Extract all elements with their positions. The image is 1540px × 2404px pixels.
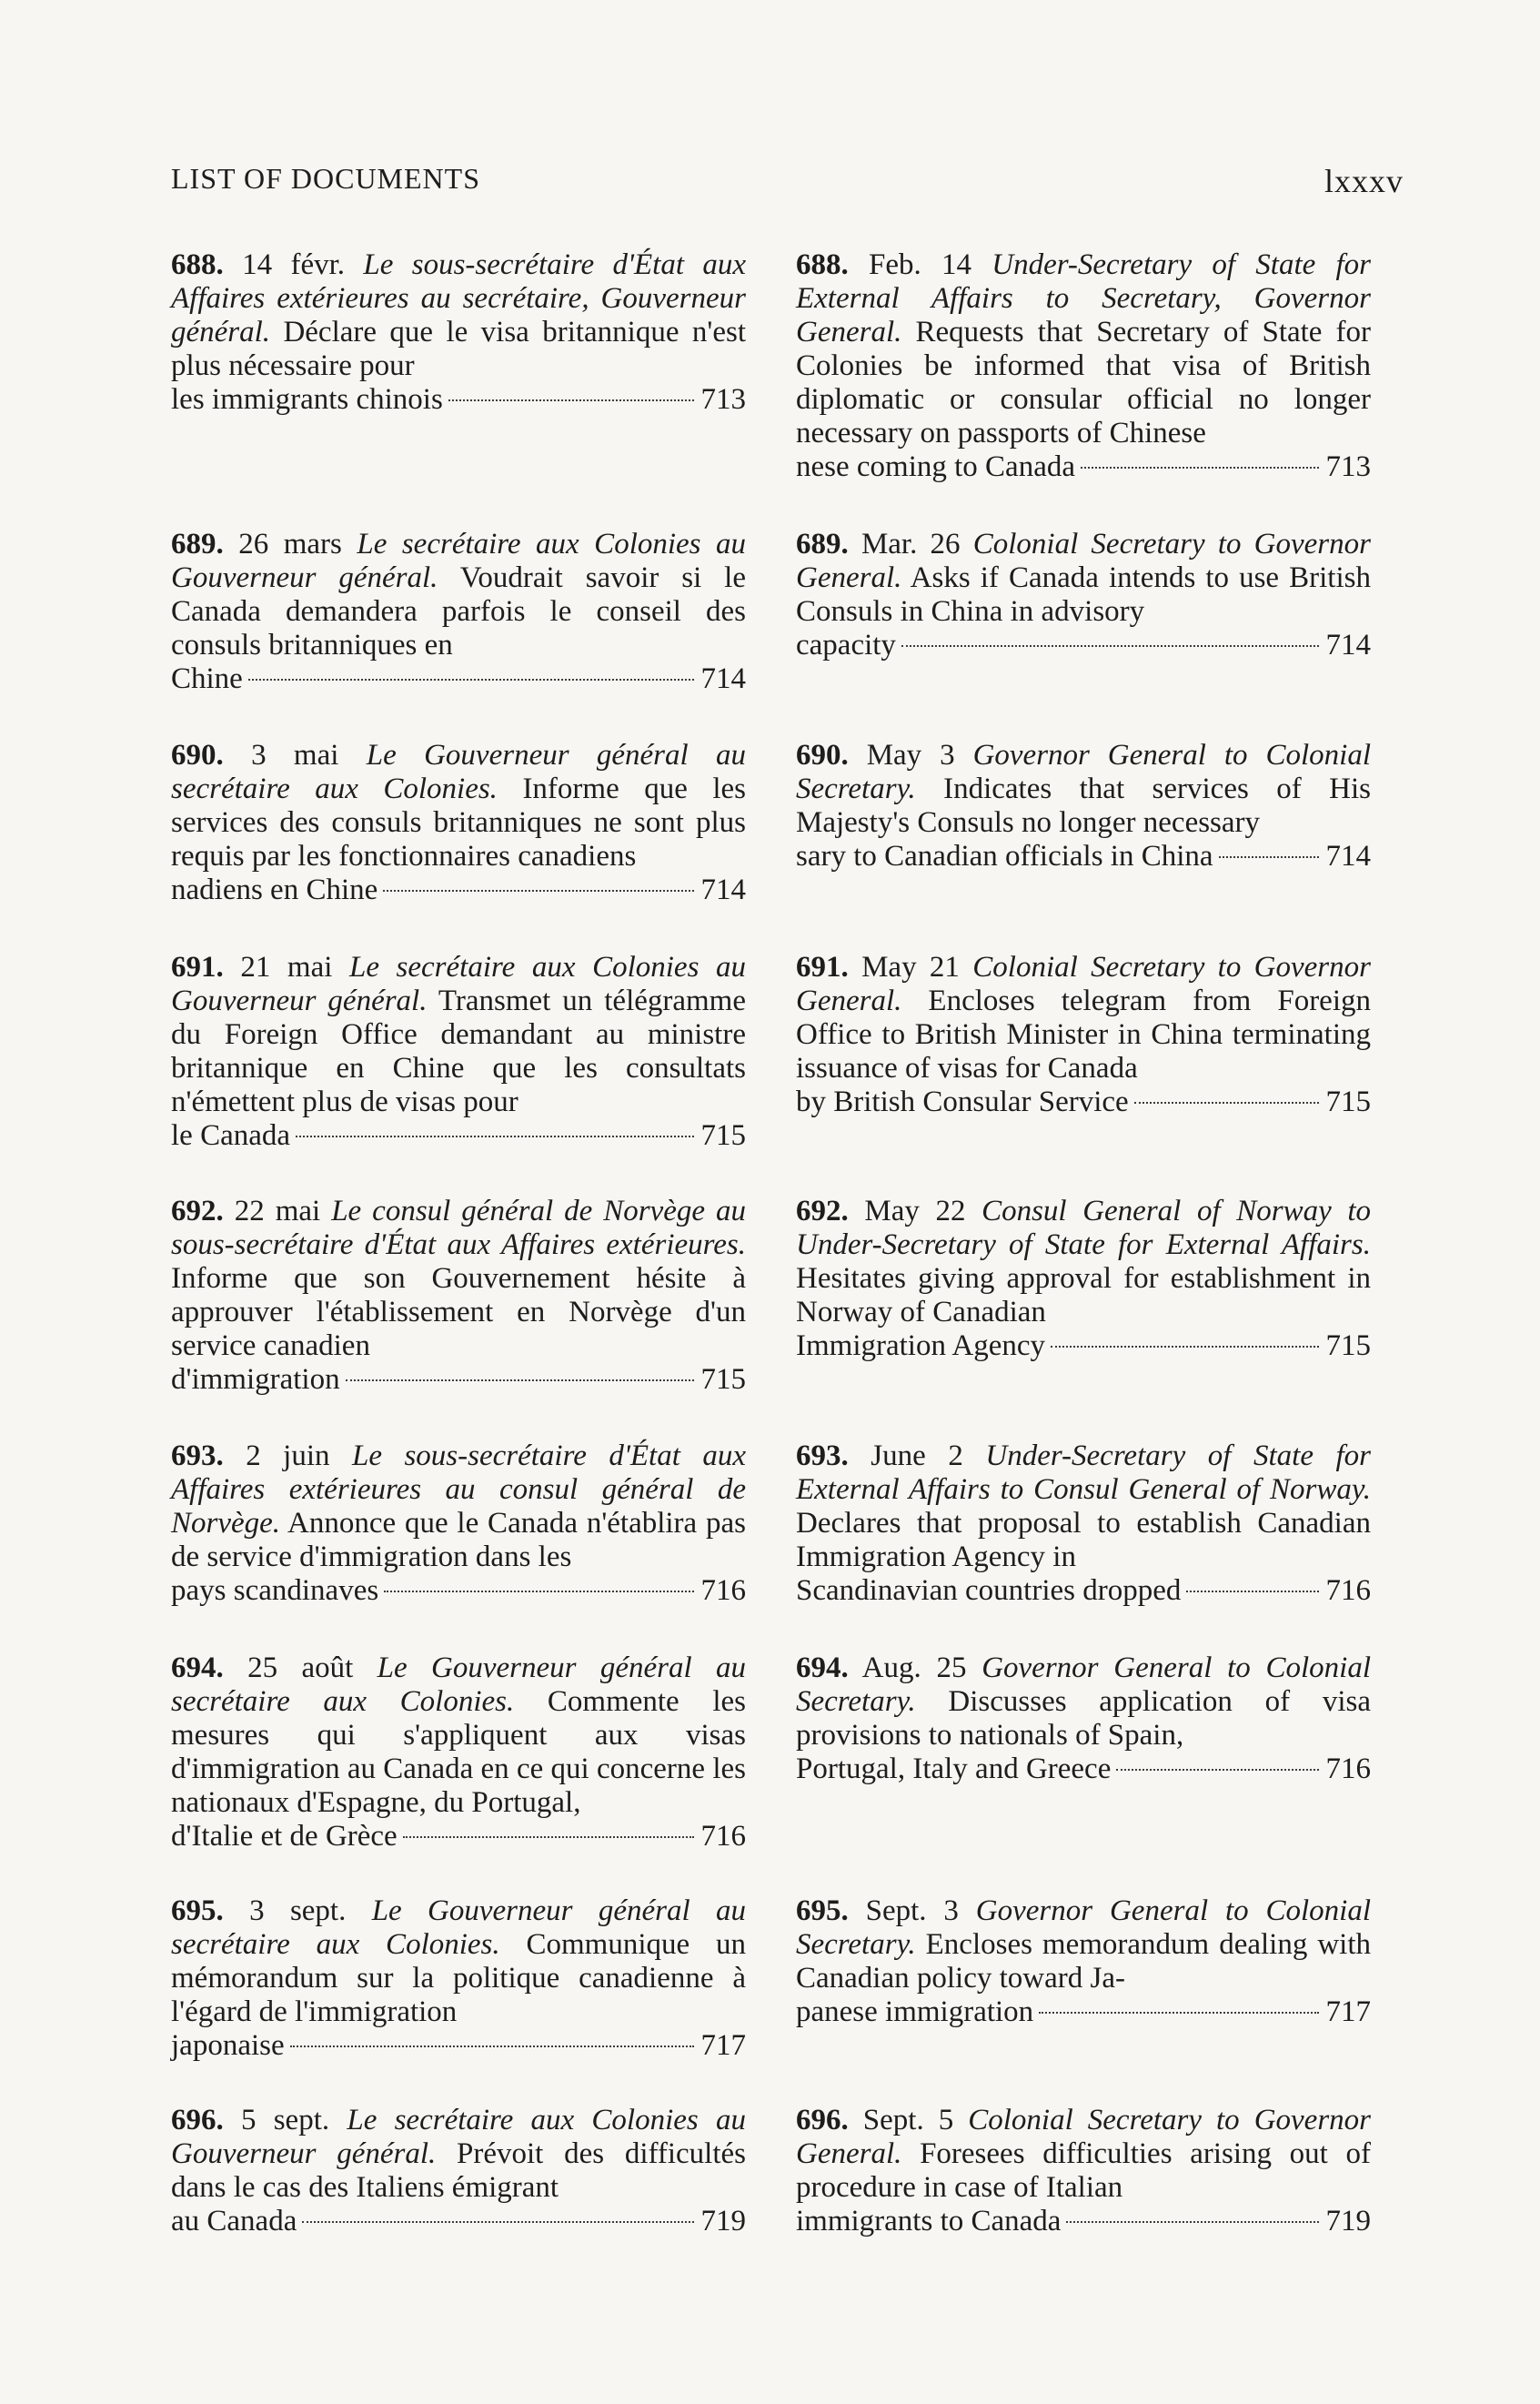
entry-page-ref: 716 — [700, 1820, 746, 1853]
dot-leader — [1186, 1591, 1318, 1592]
entry-number: 696. — [171, 2104, 224, 2136]
entry-correspondents: Under-Secretary of State for External Affairs to Secretary, Governor General. — [796, 248, 1372, 348]
entry-correspondents: Le secrétaire aux Colonies au Gouverneur général. — [171, 951, 746, 1017]
entry-page-ref: 715 — [1325, 1086, 1371, 1118]
entry-page-ref: 719 — [700, 2205, 746, 2237]
entry-summary: Discusses application of visa provisions to nationals of Spain, — [796, 1685, 1371, 1752]
entry-date: Sept. 5 — [862, 2104, 954, 2136]
entry-number: 691. — [796, 951, 849, 984]
entry-summary: Asks if Canada intends to use British Consuls in China in advisory — [796, 561, 1371, 628]
entry-summary: Foresees difficulties arising out of procedure in case of Italian — [796, 2137, 1372, 2204]
dot-leader — [901, 645, 1319, 647]
entry-summary: Hesitates giving approval for establishment in Norway of Canadian — [796, 1262, 1371, 1328]
entry-number: 688. — [171, 248, 224, 281]
entry-en-689 — [796, 528, 1371, 662]
entry-summary: Encloses memorandum dealing with Canadian policy toward Ja- — [796, 1928, 1371, 1995]
entry-summary: Déclare que le visa britannique n'est plus nécessaire pour — [171, 316, 746, 382]
entry-leader-line — [171, 2205, 746, 2238]
entry-number: 695. — [171, 1894, 224, 1927]
entry-correspondents: Le Gouverneur général au secrétaire aux Colonies. — [171, 739, 747, 805]
entry-summary-last: le Canada — [171, 1119, 291, 1152]
entry-fr-690 — [171, 739, 746, 907]
entry-date: 5 sept. — [240, 2104, 330, 2136]
entry-en-692 — [796, 1195, 1371, 1363]
entry-summary-last: d'immigration — [171, 1363, 340, 1396]
entry-summary-last: Portugal, Italy and Greece — [796, 1752, 1112, 1785]
entry-leader-line — [171, 1119, 746, 1153]
entry-fr-694 — [171, 1651, 746, 1854]
running-head — [171, 162, 1404, 207]
entry-number: 692. — [171, 1195, 224, 1227]
entry-date: 3 mai — [251, 739, 339, 772]
entry-correspondents: Le Gouverneur général au secrétaire aux Colonies. — [171, 1651, 746, 1718]
entry-summary-last: nadiens en Chine — [171, 874, 378, 906]
entry-page-ref: 715 — [700, 1119, 746, 1152]
entry-summary: Transmet un télégramme du Foreign Office demandant au ministre britannique en Chine que les consultats n'émettent plus de visas pour — [171, 985, 746, 1118]
dot-leader — [248, 679, 694, 681]
entry-summary: Requests that Secretary of State for Colonies be informed that visa of British diplomatic or consular official no longer necessary on passports of Chinese — [796, 316, 1372, 449]
entry-page-ref: 714 — [700, 874, 746, 906]
entry-number: 691. — [171, 951, 224, 984]
entry-leader-line — [171, 1574, 746, 1608]
entry-page-ref: 715 — [1325, 1329, 1371, 1362]
entry-page-ref: 714 — [1325, 840, 1371, 873]
entry-correspondents: Le sous-secrétaire d'État aux Affaires extérieures au consul général de Norvège. — [171, 1439, 746, 1540]
entry-correspondents: Le secrétaire aux Colonies au Gouverneur général. — [171, 2104, 746, 2170]
entry-page-ref: 715 — [700, 1363, 746, 1396]
entry-leader-line — [796, 629, 1371, 662]
entry-date: June 2 — [871, 1439, 963, 1472]
entry-number: 688. — [796, 248, 849, 281]
entry-correspondents: Le consul général de Norvège au sous-secrétaire d'État aux Affaires extérieures. — [171, 1195, 747, 1261]
entry-fr-696 — [171, 2104, 746, 2238]
entry-correspondents: Under-Secretary of State for External Affairs to Consul General of Norway. — [796, 1439, 1372, 1506]
entry-summary: Voudrait savoir si le Canada demandera parfois le conseil des consuls britanniques en — [171, 561, 747, 662]
entry-summary-last: by British Consular Service — [796, 1086, 1129, 1118]
entry-correspondents: Colonial Secretary to Governor General. — [796, 528, 1371, 594]
entry-summary: Annonce que le Canada n'établira pas de service d'immigration dans les — [171, 1507, 746, 1573]
entry-correspondents: Governor General to Colonial Secretary. — [796, 1894, 1372, 1961]
entry-en-695 — [796, 1894, 1371, 2029]
entry-correspondents: Consul General of Norway to Under-Secretary of State for External Affairs. — [796, 1195, 1372, 1261]
entry-date: 14 févr. — [242, 248, 346, 281]
dot-leader — [296, 1136, 693, 1137]
entry-summary-last: nese coming to Canada — [796, 450, 1075, 483]
dot-leader — [1134, 1102, 1319, 1104]
page-number: lxxxv — [1324, 163, 1404, 199]
dot-leader — [403, 1836, 694, 1838]
entry-fr-689 — [171, 528, 746, 696]
entry-number: 694. — [796, 1651, 849, 1684]
entry-date: May 22 — [864, 1195, 966, 1227]
dot-leader — [1039, 2012, 1318, 2014]
entry-correspondents: Governor General to Colonial Secretary. — [796, 1651, 1371, 1718]
entry-en-691 — [796, 951, 1371, 1119]
dot-leader — [448, 399, 694, 401]
entry-summary: Indicates that services of His Majesty's Consuls no longer necessary — [796, 773, 1372, 839]
entry-date: 22 mai — [234, 1195, 321, 1227]
entry-leader-line — [796, 840, 1371, 874]
entry-leader-line — [796, 2205, 1371, 2238]
entry-number: 689. — [171, 528, 224, 561]
entry-number: 695. — [796, 1894, 849, 1927]
entry-summary: Commente les mesures qui s'appliquent aux visas d'immigration au Canada en ce qui concerne les nationaux d'Espagne, du Portugal, — [171, 1685, 746, 1819]
entry-number: 693. — [796, 1439, 849, 1472]
entry-en-688 — [796, 248, 1371, 484]
entry-leader-line — [796, 1574, 1371, 1608]
entry-date: 3 sept. — [249, 1894, 347, 1927]
entry-correspondents: Le sous-secrétaire d'État aux Affaires extérieures au secrétaire, Gouverneur général. — [171, 248, 747, 348]
entry-summary: Prévoit des difficultés dans le cas des Italiens émigrant — [171, 2137, 747, 2204]
entry-summary-last: immigrants to Canada — [796, 2205, 1062, 2237]
entry-correspondents: Colonial Secretary to Governor General. — [796, 951, 1371, 1017]
entry-en-693 — [796, 1439, 1371, 1608]
entry-summary-last: au Canada — [171, 2205, 297, 2237]
dot-leader — [383, 890, 693, 892]
entry-number: 690. — [171, 739, 224, 772]
entry-summary-last: Immigration Agency — [796, 1329, 1046, 1362]
entry-page-ref: 714 — [1325, 629, 1371, 662]
entry-date: 21 mai — [240, 951, 333, 984]
entry-summary-last: capacity — [796, 629, 896, 662]
entry-number: 696. — [796, 2104, 849, 2136]
entry-summary: Informe que les services des consuls britanniques ne sont plus requis par les fonctionnaires canadiens — [171, 773, 747, 873]
entry-fr-692 — [171, 1195, 746, 1397]
entry-date: Aug. 25 — [861, 1651, 967, 1684]
entry-en-696 — [796, 2104, 1371, 2238]
entry-leader-line — [171, 2029, 746, 2063]
entry-summary-last: sary to Canadian officials in China — [796, 840, 1213, 873]
entry-summary: Encloses telegram from Foreign Office to British Minister in China terminating issuance of visas for Canada — [796, 985, 1371, 1085]
entry-date: 26 mars — [238, 528, 342, 561]
entry-leader-line — [171, 1363, 746, 1397]
entry-leader-line — [171, 874, 746, 907]
entry-fr-693 — [171, 1439, 746, 1608]
entry-fr-688 — [171, 248, 746, 417]
entry-summary: Declares that proposal to establish Canadian Immigration Agency in — [796, 1507, 1371, 1573]
entry-leader-line — [796, 450, 1371, 484]
entry-correspondents: Governor General to Colonial Secretary. — [796, 739, 1371, 805]
dot-leader — [1051, 1346, 1318, 1348]
entry-summary-last: japonaise — [171, 2029, 285, 2062]
running-head-title: LIST OF DOCUMENTS — [171, 162, 480, 195]
entry-summary: Informe que son Gouvernement hésite à approuver l'établissement en Norvège d'un service canadien — [171, 1262, 746, 1362]
entry-leader-line — [796, 1752, 1371, 1786]
entry-date: Sept. 3 — [865, 1894, 959, 1927]
entry-number: 694. — [171, 1651, 224, 1684]
entry-page-ref: 719 — [1325, 2205, 1371, 2237]
entry-en-690 — [796, 739, 1371, 874]
dot-leader — [1116, 1769, 1318, 1771]
entry-fr-695 — [171, 1894, 746, 2063]
entry-summary-last: panese immigration — [796, 1995, 1034, 2028]
entry-page-ref: 716 — [1325, 1752, 1371, 1785]
dot-leader — [1066, 2221, 1318, 2223]
entry-page-ref: 717 — [700, 2029, 746, 2062]
entry-date: Feb. 14 — [869, 248, 971, 281]
entry-page-ref: 713 — [1325, 450, 1371, 483]
entry-number: 693. — [171, 1439, 224, 1472]
entry-leader-line — [171, 1820, 746, 1854]
entry-summary-last: Scandinavian countries dropped — [796, 1574, 1182, 1607]
entry-page-ref: 717 — [1325, 1995, 1371, 2028]
entry-date: Mar. 26 — [861, 528, 961, 561]
entry-correspondents: Le Gouverneur général au secrétaire aux Colonies. — [171, 1894, 746, 1961]
dot-leader — [290, 2045, 694, 2047]
entry-leader-line — [796, 1086, 1371, 1119]
entry-page-ref: 716 — [1325, 1574, 1371, 1607]
entry-summary-last: Chine — [171, 662, 243, 695]
entry-leader-line — [796, 1995, 1371, 2029]
dot-leader — [302, 2221, 693, 2223]
entry-correspondents: Le secrétaire aux Colonies au Gouverneur général. — [171, 528, 746, 594]
entry-number: 692. — [796, 1195, 849, 1227]
entry-correspondents: Colonial Secretary to Governor General. — [796, 2104, 1372, 2170]
entry-date: 25 août — [247, 1651, 354, 1684]
entry-date: May 21 — [861, 951, 960, 984]
entry-summary-last: les immigrants chinois — [171, 383, 443, 416]
entry-summary: Communique un mémorandum sur la politique canadienne à l'égard de l'immigration — [171, 1928, 746, 2028]
entry-summary-last: d'Italie et de Grèce — [171, 1820, 398, 1853]
entry-date: 2 juin — [246, 1439, 330, 1472]
entry-page-ref: 716 — [700, 1574, 746, 1607]
entry-date: May 3 — [866, 739, 955, 772]
entry-leader-line — [171, 383, 746, 417]
entry-leader-line — [796, 1329, 1371, 1363]
dot-leader — [346, 1379, 694, 1381]
entry-fr-691 — [171, 951, 746, 1153]
dot-leader — [1081, 467, 1319, 469]
entry-page-ref: 713 — [700, 383, 746, 416]
entry-summary-last: pays scandinaves — [171, 1574, 379, 1607]
entry-page-ref: 714 — [700, 662, 746, 695]
entry-number: 690. — [796, 739, 849, 772]
dot-leader — [1219, 856, 1319, 858]
entry-number: 689. — [796, 528, 849, 561]
dot-leader — [384, 1591, 693, 1592]
entry-en-694 — [796, 1651, 1371, 1786]
entry-leader-line — [171, 662, 746, 696]
